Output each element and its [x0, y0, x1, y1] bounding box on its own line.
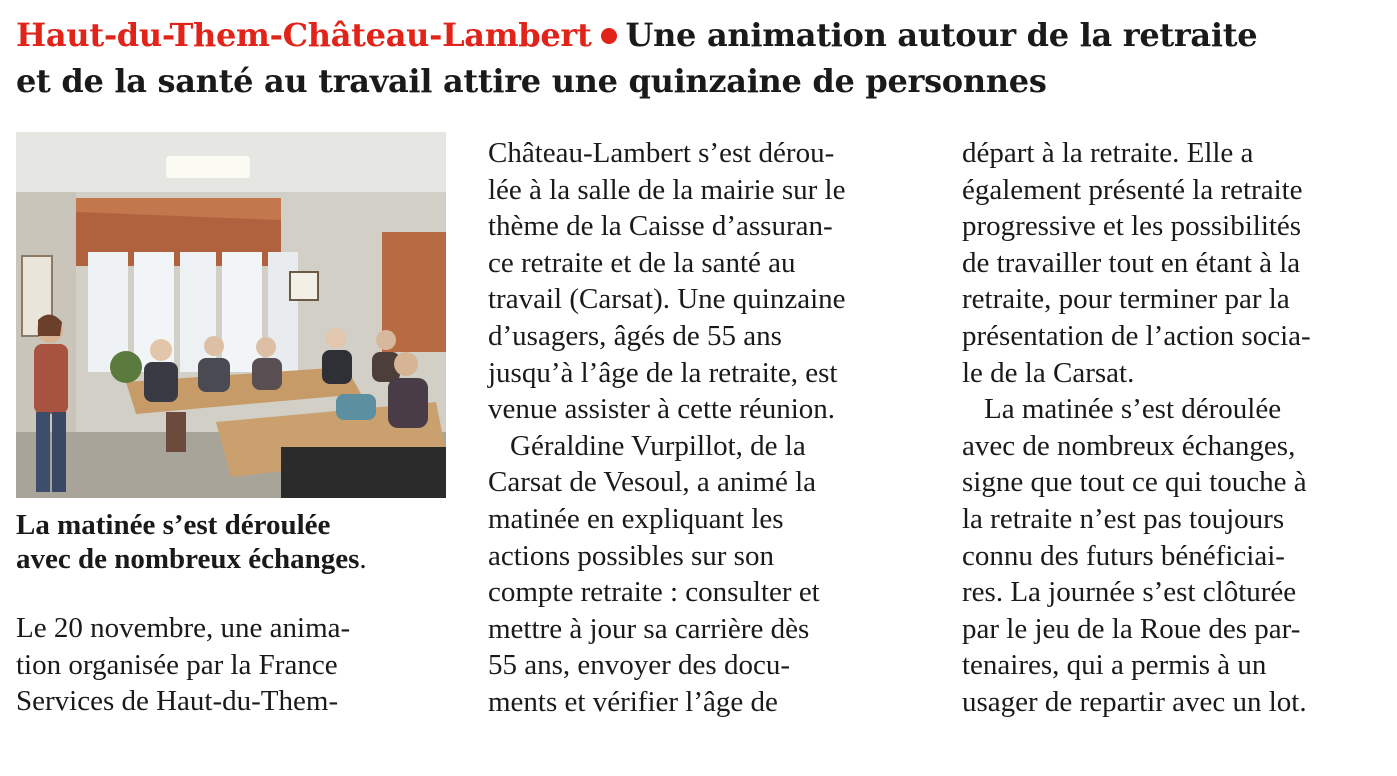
text-line: d’usagers, âgés de 55 ans [488, 319, 782, 352]
text-line: également présenté la retraite [962, 173, 1303, 206]
text-line: mettre à jour sa carrière dès [488, 612, 810, 645]
text-line: progressive et les possibilités [962, 210, 1302, 243]
article-column-3 [962, 135, 1392, 721]
text-line: thème de la Caisse d’assuran- [488, 210, 833, 243]
text-line: usager de repartir avec un lot. [962, 685, 1307, 718]
bullet-dot-icon [601, 28, 617, 44]
text-line: Carsat de Vesoul, a animé la [488, 466, 817, 499]
text-line: lée à la salle de la mairie sur le [488, 173, 846, 206]
text-line: connu des futurs bénéficiai- [962, 539, 1285, 572]
text-line: Château-Lambert s’est dérou- [488, 137, 835, 169]
article-column-2 [488, 135, 938, 721]
text-line: compte retraite : consulter et [488, 576, 820, 609]
headline-location: Haut-du-Them-Château-Lambert [16, 16, 592, 54]
text-line: Services de Haut-du-Them- [16, 685, 339, 718]
text-line: signe que tout ce qui touche à [962, 466, 1307, 499]
text-line: présentation de l’action socia- [962, 319, 1311, 352]
text-line: jusqu’à l’âge de la retraite, est [488, 356, 838, 389]
text-line: la retraite n’est pas toujours [962, 502, 1285, 535]
text-line: venue assister à cette réunion. [488, 393, 836, 426]
column-1-text [16, 610, 456, 720]
article-headline [16, 12, 1376, 104]
text-line: retraite, pour terminer par la [962, 283, 1290, 316]
headline-title-part-1: Une animation autour de la retraite [625, 16, 1258, 54]
caption-line: La matinée s’est déroulée [16, 509, 331, 541]
text-line: départ à la retraite. Elle a [962, 137, 1254, 169]
text-line: ments et vérifier l’âge de [488, 685, 778, 718]
text-line: 55 ans, envoyer des docu- [488, 649, 790, 682]
text-line: avec de nombreux échanges, [962, 429, 1296, 462]
headline-title-part-2: et de la santé au travail attire une quinzaine de personnes [16, 62, 1047, 100]
text-line: travail (Carsat). Une quinzaine [488, 283, 846, 316]
article-column-1 [16, 132, 456, 720]
text-line: tion organisée par la France [16, 648, 338, 681]
caption-line: avec de nombreux échanges . [16, 542, 456, 576]
photo-caption [16, 508, 456, 576]
text-line: Géraldine Vurpillot, de la [510, 429, 806, 462]
text-line: matinée en expliquant les [488, 502, 784, 535]
text-line: par le jeu de la Roue des par- [962, 612, 1301, 645]
text-line: actions possibles sur son [488, 539, 774, 572]
text-line: res. La journée s’est clôturée [962, 576, 1297, 609]
text-line: La matinée s’est déroulée [984, 393, 1282, 426]
text-line: de travailler tout en étant à la [962, 246, 1301, 279]
text-line: tenaires, qui a permis à un [962, 649, 1267, 682]
text-line: le de la Carsat. [962, 356, 1135, 389]
text-line: Le 20 novembre, une anima- [16, 612, 351, 644]
headline-line-1 [16, 12, 1376, 58]
meeting-photo [16, 132, 446, 498]
text-line: ce retraite et de la santé au [488, 246, 796, 279]
